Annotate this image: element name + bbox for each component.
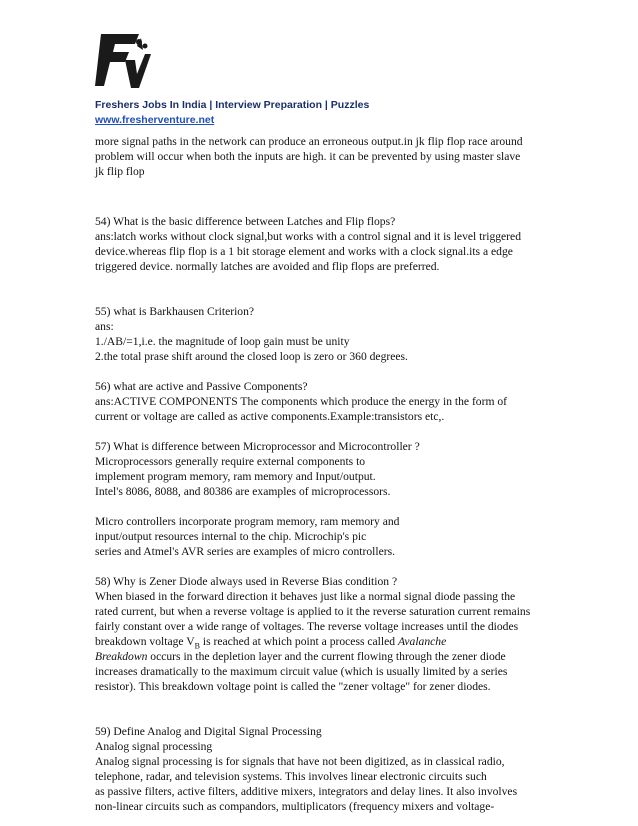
continued-paragraph xyxy=(95,134,555,179)
text-line: ans:latch works without clock signal,but works with a control signal and it is level triggered xyxy=(95,230,521,243)
site-header xyxy=(95,98,369,128)
text-line: Microprocessors generally require external components to xyxy=(95,455,366,468)
fresherventure-logo xyxy=(95,30,151,90)
question-heading: 55) what is Barkhausen Criterion? xyxy=(95,305,255,318)
text-span: occurs in the depletion layer and the current flowing through the zener diode xyxy=(147,650,506,663)
emphasis-text: Breakdown xyxy=(95,650,148,663)
subscript: B xyxy=(194,641,200,651)
text-line: fairly constant over a wide range of voltages. The reverse voltage increases until the diodes xyxy=(95,620,519,633)
text-line: 2.the total prase shift around the closed loop is zero or 360 degrees. xyxy=(95,350,408,363)
text-line: 1./AB/=1,i.e. the magnitude of loop gain must be unity xyxy=(95,335,350,348)
question-59 xyxy=(95,724,555,814)
question-heading: 57) What is difference between Microprocessor and Microcontroller ? xyxy=(95,440,420,453)
text-span: is reached at which point a process called xyxy=(199,635,398,648)
text-line: Micro controllers incorporate program memory, ram memory and xyxy=(95,515,400,528)
text-line: ans: xyxy=(95,320,114,333)
question-heading: 56) what are active and Passive Components? xyxy=(95,380,308,393)
text-line: current or voltage are called as active components.Example:transistors etc,. xyxy=(95,410,445,423)
text-line: triggered device. normally latches are avoided and flip flops are preferred. xyxy=(95,260,440,273)
text-line: Analog signal processing xyxy=(95,740,213,753)
site-url-link[interactable]: www.fresherventure.net xyxy=(95,114,215,126)
text-line: increases dramatically to the maximum circuit value (which is usually limited by a series xyxy=(95,665,508,678)
text-line: more signal paths in the network can produce an erroneous output.in jk flip flop race around xyxy=(95,135,523,148)
text-line: series and Atmel's AVR series are examples of micro controllers. xyxy=(95,545,396,558)
question-heading: 54) What is the basic difference between Latches and Flip flops? xyxy=(95,215,396,228)
text-line: as passive filters, active filters, additive mixers, integrators and delay lines. It also involves xyxy=(95,785,518,798)
emphasis-text: Avalanche xyxy=(397,635,447,648)
text-line xyxy=(95,649,555,664)
question-heading: 59) Define Analog and Digital Signal Processing xyxy=(95,725,322,738)
question-55 xyxy=(95,304,555,364)
question-57 xyxy=(95,439,555,559)
question-heading: 58) Why is Zener Diode always used in Reverse Bias condition ? xyxy=(95,575,398,588)
text-line: When biased in the forward direction it behaves just like a normal signal diode passing the xyxy=(95,590,516,603)
text-line: implement program memory, ram memory and Input/output. xyxy=(95,470,376,483)
text-line: Analog signal processing is for signals that have not been digitized, as in classical radio, xyxy=(95,755,505,768)
text-line: Intel's 8086, 8088, and 80386 are examples of microprocessors. xyxy=(95,485,391,498)
question-58 xyxy=(95,574,555,694)
text-line: jk flip flop xyxy=(95,165,145,178)
text-line: rated current, but when a reverse voltage is applied to it the reverse saturation current remains xyxy=(95,605,531,618)
text-line: resistor). This breakdown voltage point is called the "zener voltage" for zener diodes. xyxy=(95,680,491,693)
text-line: input/output resources internal to the chip. Microchip's pic xyxy=(95,530,367,543)
text-line: problem will occur when both the inputs are high. it can be prevented by using master slave xyxy=(95,150,521,163)
text-line xyxy=(95,634,555,649)
text-line: ans:ACTIVE COMPONENTS The components which produce the energy in the form of xyxy=(95,395,508,408)
text-line: device.whereas flip flop is a 1 bit storage element and works with a clock signal.its a edge xyxy=(95,245,513,258)
text-line: non-linear circuits such as compandors, multiplicators (frequency mixers and voltage- xyxy=(95,800,495,813)
site-tagline: Freshers Jobs In India | Interview Preparation | Puzzles xyxy=(95,99,370,111)
question-56 xyxy=(95,379,555,424)
text-span: breakdown voltage V xyxy=(95,635,195,648)
document-body xyxy=(95,134,555,814)
text-line: telephone, radar, and television systems. This involves linear electronic circuits such xyxy=(95,770,487,783)
question-54 xyxy=(95,214,555,274)
